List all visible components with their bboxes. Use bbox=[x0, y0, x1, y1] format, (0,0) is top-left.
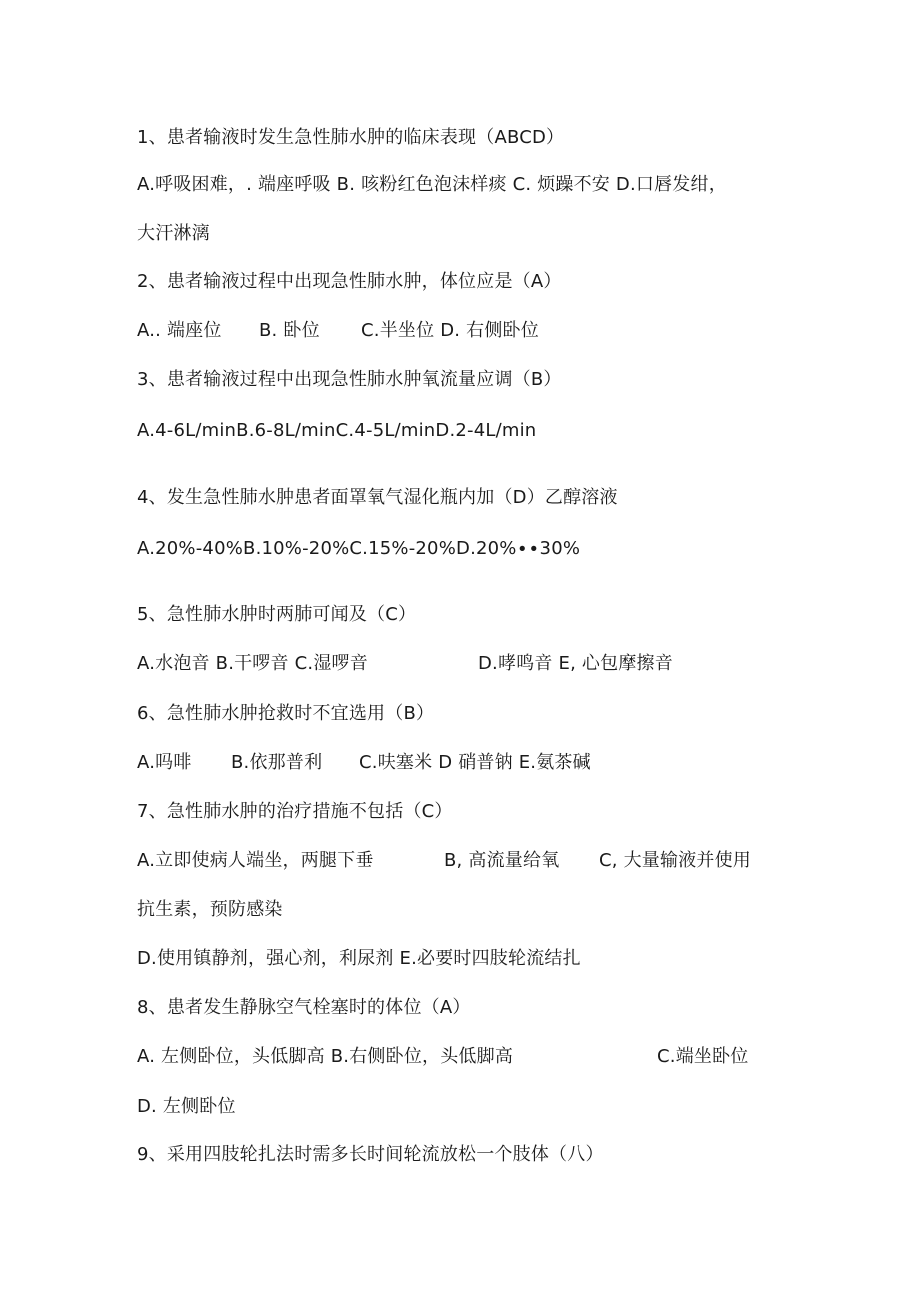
question-1-options-cont: 大汗淋漓 bbox=[137, 223, 210, 244]
question-3-title: 3、患者输液过程中出现急性肺水肿氧流量应调（B） bbox=[137, 369, 562, 390]
question-8-option-d: D. 左侧卧位 bbox=[137, 1096, 236, 1117]
question-2-option-cd: C.半坐位 D. 右侧卧位 bbox=[361, 320, 539, 341]
question-1-title: 1、患者输液时发生急性肺水肿的临床表现（ABCD） bbox=[137, 127, 565, 148]
question-3-options: A.4-6L∕minB.6-8L∕minC.4-5L∕minD.2-4L∕min bbox=[137, 420, 537, 441]
question-7-options bbox=[137, 849, 777, 873]
question-8-option-c: C.端坐卧位 bbox=[657, 1046, 749, 1067]
question-7-option-c: C, 大量输液并使用 bbox=[599, 850, 752, 871]
question-2-title: 2、患者输液过程中出现急性肺水肿，体位应是（A） bbox=[137, 271, 562, 292]
question-5-options bbox=[137, 652, 737, 676]
question-5-title: 5、急性肺水肿时两肺可闻及（C） bbox=[137, 604, 417, 625]
question-7-option-b: B, 高流量给氧 bbox=[444, 850, 560, 871]
question-4-title: 4、发生急性肺水肿患者面罩氧气湿化瓶内加（D）乙醇溶液 bbox=[137, 487, 618, 508]
question-6-title: 6、急性肺水肿抢救时不宜选用（B） bbox=[137, 703, 435, 724]
question-7-option-de: D.使用镇静剂，强心剂，利尿剂 E.必要时四肢轮流结扎 bbox=[137, 948, 581, 969]
question-5-option-abc: A.水泡音 B.干啰音 C.湿啰音 bbox=[137, 653, 368, 674]
question-7-option-a: A.立即使病人端坐，两腿下垂 bbox=[137, 850, 374, 871]
question-9-title: 9、采用四肢轮扎法时需多长时间轮流放松一个肢体（八） bbox=[137, 1144, 604, 1165]
question-4-options: A.20%-40%B.10%-20%C.15%-20%D.20%∙∙30% bbox=[137, 538, 581, 559]
question-6-option-cde: C.呋塞米 D 硝普钠 E.氨茶碱 bbox=[359, 752, 591, 773]
question-6-option-a: A.吗啡 bbox=[137, 752, 192, 773]
question-8-options bbox=[137, 1045, 777, 1069]
question-2-option-a: A.. 端座位 bbox=[137, 320, 222, 341]
question-7-title: 7、急性肺水肿的治疗措施不包括（C） bbox=[137, 801, 453, 822]
question-6-option-b: B.依那普利 bbox=[231, 752, 323, 773]
question-5-option-de: D.哮鸣音 E, 心包摩擦音 bbox=[478, 653, 673, 674]
question-7-option-c-cont: 抗生素，预防感染 bbox=[137, 899, 283, 920]
question-8-option-ab: A. 左侧卧位，头低脚高 B.右侧卧位，头低脚高 bbox=[137, 1046, 514, 1067]
question-2-options bbox=[137, 319, 737, 343]
question-8-title: 8、患者发生静脉空气栓塞时的体位（A） bbox=[137, 997, 471, 1018]
question-6-options bbox=[137, 751, 737, 775]
question-2-option-b: B. 卧位 bbox=[259, 320, 320, 341]
question-1-options: A.呼吸困难，. 端座呼吸 B. 咳粉红色泡沫样痰 C. 烦躁不安 D.口唇发绀， bbox=[137, 174, 727, 195]
